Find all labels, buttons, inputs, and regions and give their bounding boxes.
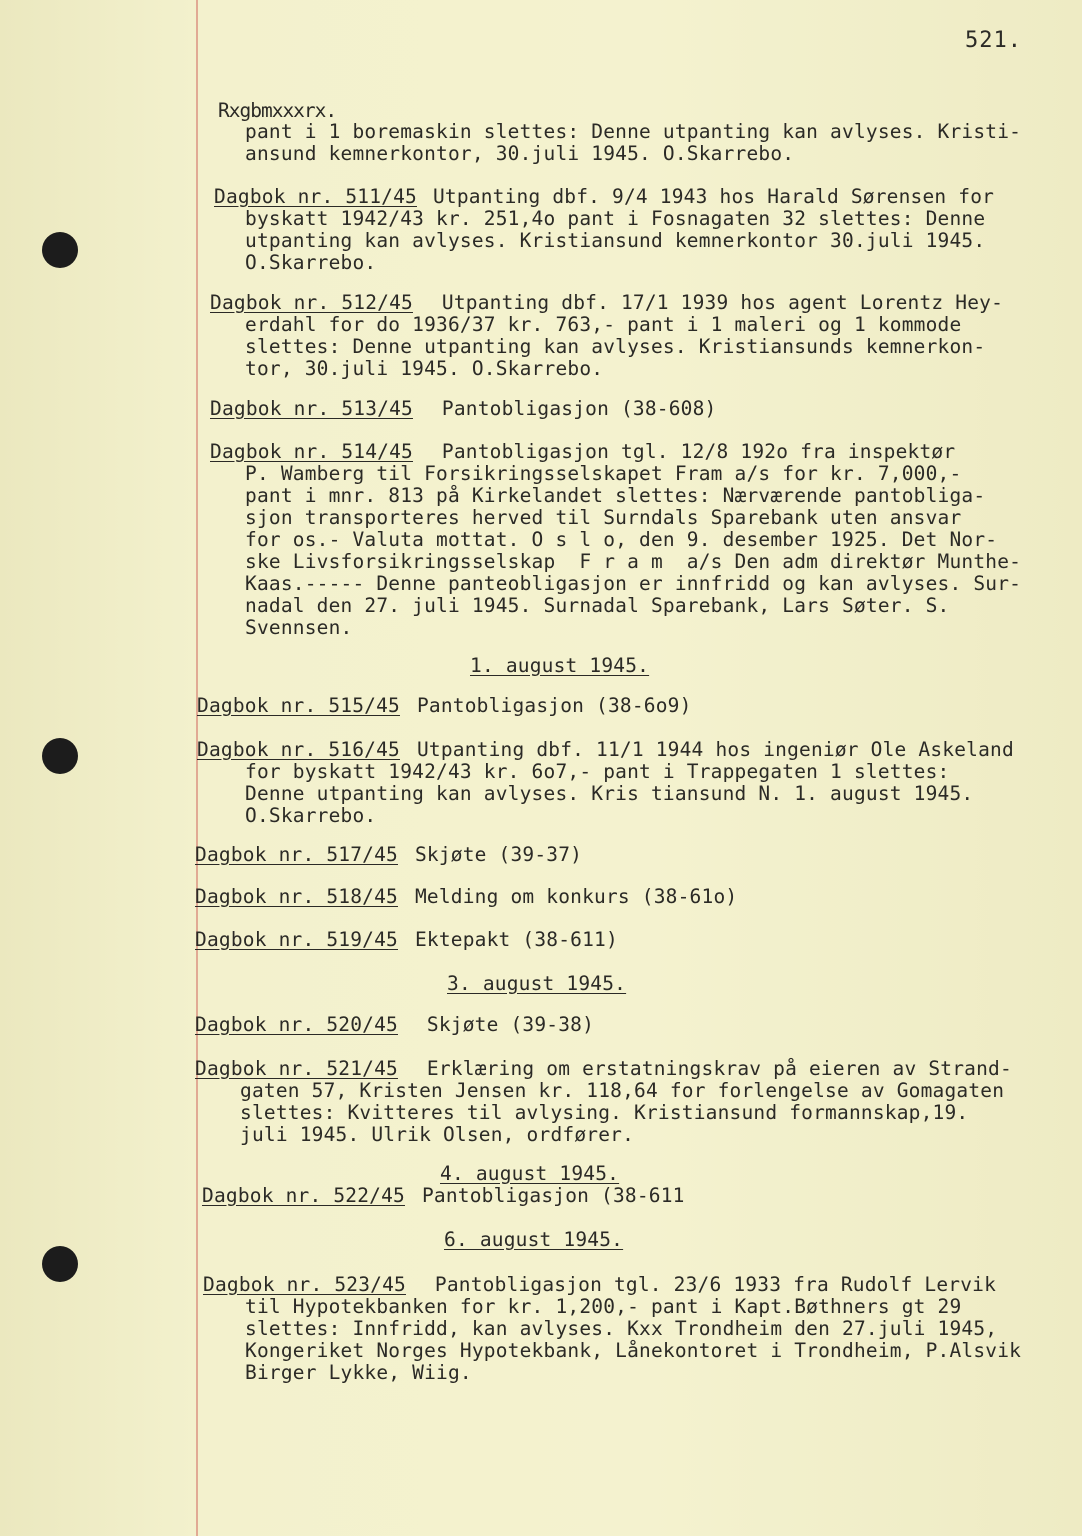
text-line: sjon transporteres herved til Surndals Sparebank uten ansvar: [245, 506, 962, 529]
text-line: Melding om konkurs (38-61o): [403, 885, 738, 908]
entry-number: Dagbok nr. 521/45: [195, 1057, 398, 1080]
entry-number: Dagbok nr. 512/45: [210, 291, 413, 314]
text-line: Ektepakt (38-611): [403, 928, 618, 951]
entry-number: Dagbok nr. 518/45: [195, 885, 398, 908]
text-line: slettes: Denne utpanting kan avlyses. Kristiansunds kemnerkon-: [245, 335, 986, 358]
date-heading: 4. august 1945.: [440, 1162, 620, 1185]
entry-number: Dagbok nr. 513/45: [210, 397, 413, 420]
text-line: juli 1945. Ulrik Olsen, ordfører.: [240, 1123, 635, 1146]
date-heading: 1. august 1945.: [470, 654, 650, 677]
text-line: Pantobligasjon tgl. 23/6 1933 fra Rudolf Lervik: [411, 1273, 997, 1296]
text-line: Skjøte (39-38): [403, 1013, 595, 1036]
text-line: P. Wamberg til Forsikringsselskapet Fram a/s for kr. 7,000,-: [245, 462, 962, 485]
text-line: Pantobligasjon (38-6o9): [405, 694, 692, 717]
text-line: Svennsen.: [245, 616, 353, 639]
text-line: pant i mnr. 813 på Kirkelandet slettes: Nærværende pantobliga-: [245, 484, 986, 507]
text-line: byskatt 1942/43 kr. 251,4o pant i Fosnagaten 32 slettes: Denne: [245, 207, 986, 230]
entry-number: Dagbok nr. 520/45: [195, 1013, 398, 1036]
margin-line: [196, 0, 198, 1536]
text-line: ske Livsforsikringsselskap F r a m a/s Den adm direktør Munthe-: [245, 550, 1022, 573]
struck-heading: Rxgbmxxxrx.: [218, 99, 337, 122]
text-line: ansund kemnerkontor, 30.juli 1945. O.Skarrebo.: [245, 142, 795, 165]
entry-number: Dagbok nr. 514/45: [210, 440, 413, 463]
text-line: slettes: Innfridd, kan avlyses. Kxx Trondheim den 27.juli 1945,: [245, 1317, 998, 1340]
text-line: Denne utpanting kan avlyses. Kris tiansund N. 1. august 1945.: [245, 782, 974, 805]
text-line: for byskatt 1942/43 kr. 6o7,- pant i Trappegaten 1 slettes:: [245, 760, 950, 783]
text-line: Utpanting dbf. 9/4 1943 hos Harald Sørensen for: [421, 185, 995, 208]
text-line: Erklæring om erstatningskrav på eieren av Strand-: [403, 1057, 1012, 1080]
text-line: utpanting kan avlyses. Kristiansund kemnerkontor 30.juli 1945.: [245, 229, 986, 252]
text-line: pant i 1 boremaskin slettes: Denne utpanting kan avlyses. Kristi-: [245, 120, 1022, 143]
text-line: Utpanting dbf. 11/1 1944 hos ingeniør Ole Askeland: [405, 738, 1014, 761]
text-line: slettes: Kvitteres til avlysing. Kristiansund formannskap,19.: [240, 1101, 969, 1124]
punch-hole: [42, 1246, 78, 1282]
text-line: erdahl for do 1936/37 kr. 763,- pant i 1 maleri og 1 kommode: [245, 313, 962, 336]
text-line: gaten 57, Kristen Jensen kr. 118,64 for forlengelse av Gomagaten: [240, 1079, 1005, 1102]
entry-number: Dagbok nr. 516/45: [197, 738, 400, 761]
date-heading: 6. august 1945.: [444, 1228, 624, 1251]
text-line: O.Skarrebo.: [245, 251, 377, 274]
text-line: for os.- Valuta mottat. O s l o, den 9. desember 1925. Det Nor-: [245, 528, 998, 551]
text-line: O.Skarrebo.: [245, 804, 377, 827]
entry-number: Dagbok nr. 523/45: [203, 1273, 406, 1296]
date-heading: 3. august 1945.: [447, 972, 627, 995]
text-line: Pantobligasjon (38-608): [418, 397, 717, 420]
text-line: nadal den 27. juli 1945. Surnadal Sparebank, Lars Søter. S.: [245, 594, 950, 617]
text-line: tor, 30.juli 1945. O.Skarrebo.: [245, 357, 604, 380]
punch-hole: [42, 738, 78, 774]
entry-number: Dagbok nr. 511/45: [214, 185, 417, 208]
page-number: 521.: [965, 28, 1022, 53]
text-line: Kaas.----- Denne panteobligasjon er innfridd og kan avlyses. Sur-: [245, 572, 1022, 595]
text-line: Utpanting dbf. 17/1 1939 hos agent Lorentz Hey-: [418, 291, 1004, 314]
entry-number: Dagbok nr. 517/45: [195, 843, 398, 866]
text-line: til Hypotekbanken for kr. 1,200,- pant i Kapt.Bøthners gt 29: [245, 1295, 962, 1318]
punch-hole: [42, 232, 78, 268]
text-line: Pantobligasjon (38-611: [410, 1184, 685, 1207]
text-line: Birger Lykke, Wiig.: [245, 1361, 472, 1384]
text-line: Skjøte (39-37): [403, 843, 583, 866]
entry-number: Dagbok nr. 519/45: [195, 928, 398, 951]
text-line: Pantobligasjon tgl. 12/8 192o fra inspektør: [418, 440, 956, 463]
entry-number: Dagbok nr. 515/45: [197, 694, 400, 717]
entry-number: Dagbok nr. 522/45: [202, 1184, 405, 1207]
text-line: Kongeriket Norges Hypotekbank, Lånekontoret i Trondheim, P.Alsvik: [245, 1339, 1022, 1362]
